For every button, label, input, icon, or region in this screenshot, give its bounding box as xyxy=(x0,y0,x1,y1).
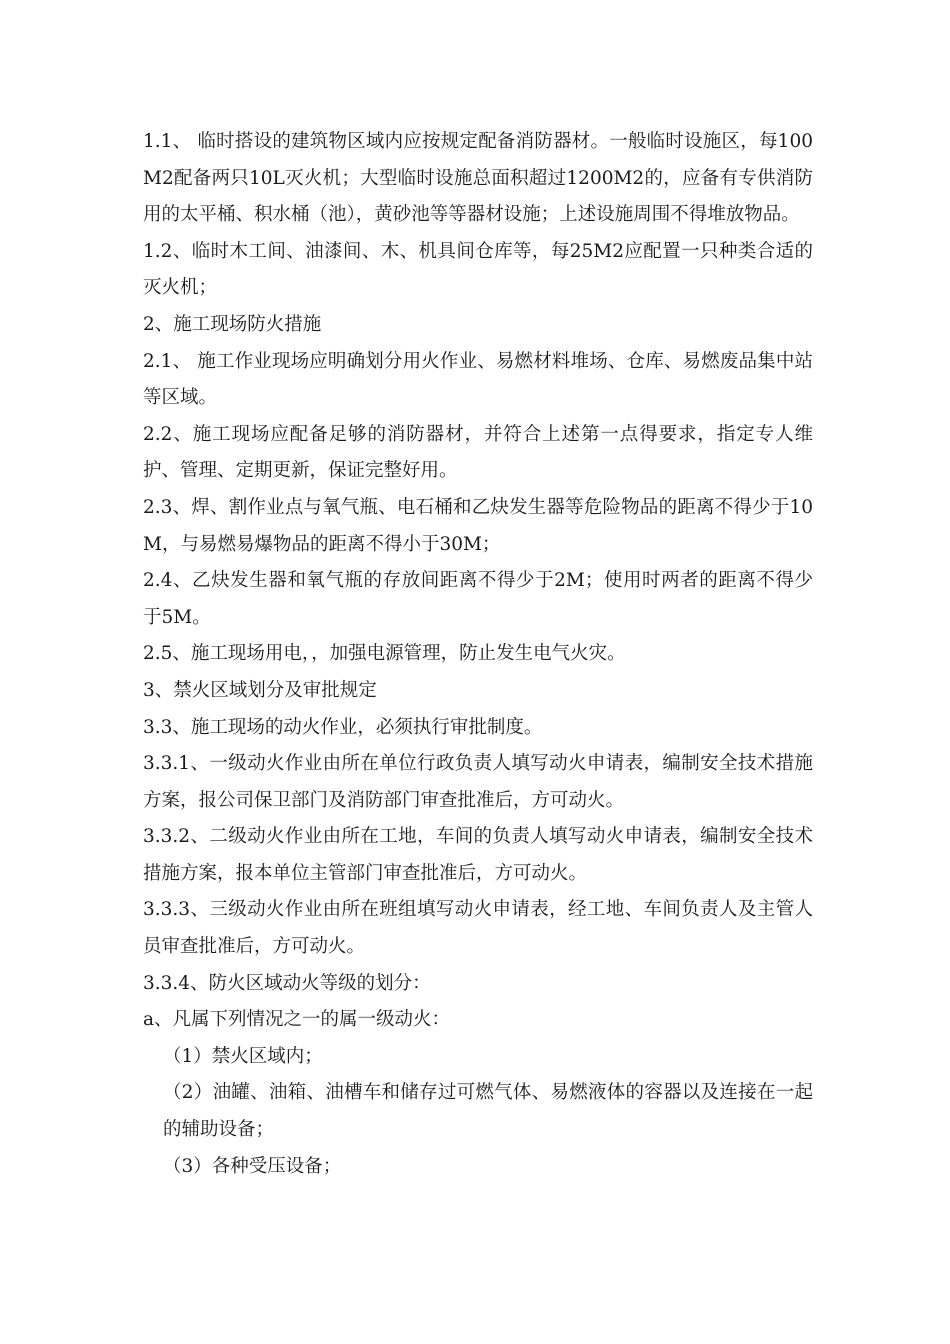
document-body xyxy=(143,124,813,1185)
paragraph-1-2: 1.2、临时木工间、油漆间、木、机具间仓库等，每25M2应配置一只种类合适的灭火机； xyxy=(143,240,813,299)
paragraph-2-3: 2.3、焊、割作业点与氧气瓶、电石桶和乙炔发生器等危险物品的距离不得少于10M，与易燃易爆物品的距离不得小于30M； xyxy=(143,496,813,555)
list-item-3: （3）各种受压设备； xyxy=(163,1155,342,1177)
section-heading-3: 3、禁火区域划分及审批规定 xyxy=(143,679,377,701)
paragraph-3-3-3: 3.3.3、三级动火作业由所在班组填写动火申请表，经工地、车间负责人及主管人员审查批准后，方可动火。 xyxy=(143,899,813,958)
paragraph-2-4: 2.4、乙炔发生器和氧气瓶的存放间距离不得少于2M；使用时两者的距离不得少于5M。 xyxy=(143,570,813,628)
paragraph-3-3: 3.3、施工现场的动火作业，必须执行审批制度。 xyxy=(143,716,543,738)
list-item-1: （1）禁火区域内； xyxy=(163,1045,323,1067)
paragraph-3-3-4: 3.3.4、防火区域动火等级的划分： xyxy=(143,972,431,994)
paragraph-a: a、凡属下列情况之一的属一级动火： xyxy=(143,1009,451,1031)
paragraph-3-3-2: 3.3.2、二级动火作业由所在工地，车间的负责人填写动火申请表，编制安全技术措施方案，报本单位主管部门审查批准后，方可动火。 xyxy=(143,826,813,884)
paragraph-2-5: 2.5、施工现场用电，，加强电源管理，防止发生电气火灾。 xyxy=(143,643,626,665)
list-item-2: （2）油罐、油箱、油槽车和储存过可燃气体、易燃液体的容器以及连接在一起的辅助设备； xyxy=(163,1082,813,1141)
section-heading-2: 2、施工现场防火措施 xyxy=(143,313,322,335)
paragraph-2-2: 2.2、施工现场应配备足够的消防器材，并符合上述第一点得要求，指定专人维护、管理、定期更新，保证完整好用。 xyxy=(143,423,813,482)
paragraph-1-1: 1.1、 临时搭设的建筑物区域内应按规定配备消防器材。一般临时设施区，每100M2配备两只10L灭火机；大型临时设施总面积超过1200M2的，应备有专供消防用的太平桶、积水桶（池），黄砂池等等器材设施；上述设施周围不得堆放物品。 xyxy=(143,131,813,226)
paragraph-3-3-1: 3.3.1、一级动火作业由所在单位行政负责人填写动火申请表，编制安全技术措施方案，报公司保卫部门及消防部门审查批准后，方可动火。 xyxy=(143,753,813,811)
paragraph-2-1: 2.1、 施工作业现场应明确划分用火作业、易燃材料堆场、仓库、易燃废品集中站等区域。 xyxy=(143,350,813,409)
